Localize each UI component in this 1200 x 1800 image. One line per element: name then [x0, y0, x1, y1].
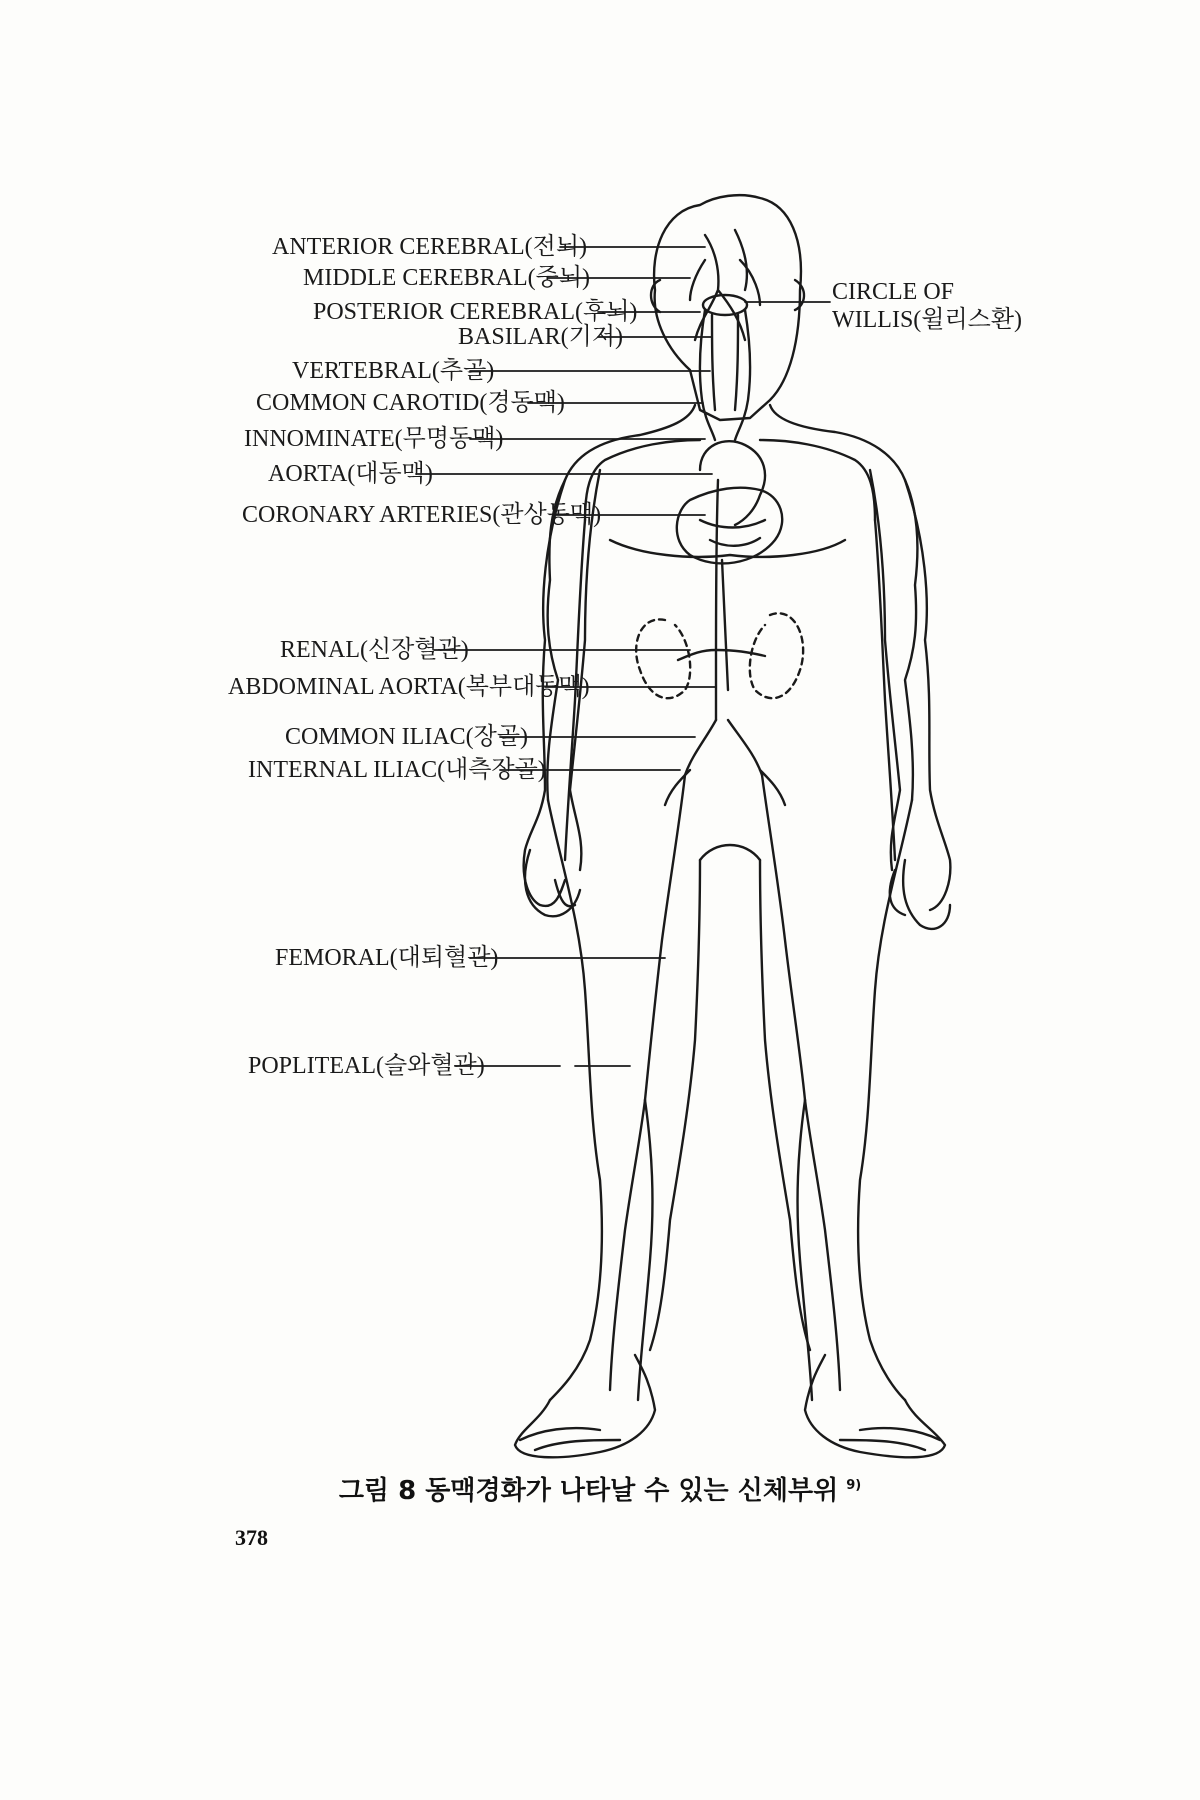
page-number: 378: [235, 1525, 268, 1550]
label-abdominal-aorta: ABDOMINAL AORTA(복부대동맥): [228, 674, 590, 700]
caption-reference: 9): [846, 1478, 862, 1494]
chest-line: [610, 540, 845, 557]
right-arm-outer: [905, 480, 950, 910]
figure-caption: [0, 1470, 1200, 1507]
popliteal-left: [610, 1100, 645, 1390]
label-vertebral: VERTEBRAL(추골): [292, 358, 495, 384]
label-anterior-cerebral: ANTERIOR CEREBRAL(전뇌): [272, 234, 588, 260]
common-iliac-right: [728, 720, 762, 775]
popliteal-right: [805, 1100, 840, 1390]
label-circle-of-willis-line2: WILLIS(윌리스환): [832, 307, 1023, 333]
aortic-arch: [700, 441, 765, 525]
label-common-carotid: COMMON CAROTID(경동맥): [256, 390, 565, 416]
label-coronary-arteries: CORONARY ARTERIES(관상동맥): [242, 502, 602, 528]
common-iliac-left: [685, 720, 716, 775]
caption-text: 그림 8 동맥경화가 나타날 수 있는 신체부위: [338, 1476, 839, 1506]
right-toes: [840, 1428, 940, 1450]
left-toes: [520, 1428, 620, 1450]
tibial-left: [638, 1100, 652, 1400]
abdominal-aorta: [722, 560, 728, 690]
left-leg-inner: [650, 860, 700, 1350]
descending-aorta: [716, 480, 718, 720]
label-circle-of-willis-line1: CIRCLE OF: [832, 279, 955, 305]
label-popliteal: POPLITEAL(슬와혈관): [248, 1053, 485, 1079]
label-internal-iliac: INTERNAL ILIAC(내측장골): [248, 757, 546, 783]
head-outline: [654, 195, 801, 420]
right-hand: [890, 860, 950, 929]
vertebral-left: [712, 315, 715, 410]
heart: [677, 488, 782, 564]
internal-iliac-left: [665, 770, 690, 805]
label-posterior-cerebral: POSTERIOR CEREBRAL(후뇌): [313, 299, 638, 325]
label-innominate: INNOMINATE(무명동맥): [244, 426, 504, 452]
torso-outline-left: [547, 405, 695, 800]
label-middle-cerebral: MIDDLE CEREBRAL(중뇌): [303, 265, 591, 291]
label-aorta: AORTA(대동맥): [268, 461, 433, 487]
label-common-iliac: COMMON ILIAC(장골): [285, 724, 529, 750]
right-arm-inner: [870, 470, 900, 870]
coronary-arteries: [700, 520, 765, 546]
label-basilar: BASILAR(기저): [458, 324, 624, 350]
right-foot: [805, 1355, 945, 1457]
crotch-line: [700, 845, 760, 860]
label-renal: RENAL(신장혈관): [280, 637, 469, 663]
vertebral-right: [735, 315, 738, 410]
subclavian-right: [760, 440, 875, 520]
femoral-right: [762, 775, 805, 1100]
label-femoral: FEMORAL(대퇴혈관): [275, 945, 499, 971]
tibial-right: [798, 1100, 812, 1400]
femoral-left: [645, 775, 685, 1100]
brachial-right: [875, 520, 895, 860]
left-leg-outer: [548, 800, 602, 1400]
right-kidney: [750, 613, 803, 698]
left-foot: [515, 1355, 655, 1457]
